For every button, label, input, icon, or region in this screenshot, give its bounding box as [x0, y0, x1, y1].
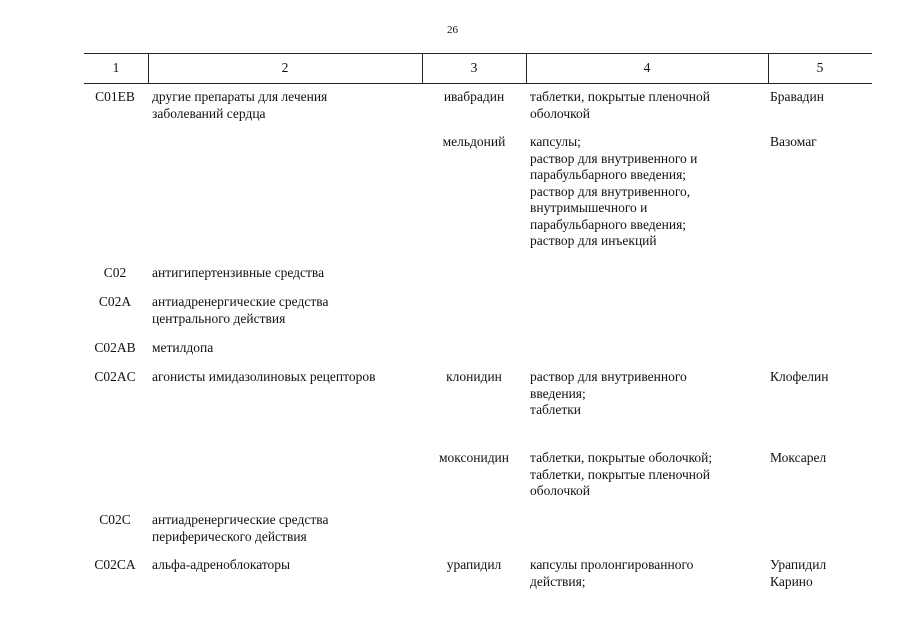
trade-name: Вазомаг	[770, 134, 817, 149]
trade-name: Моксарел	[770, 450, 827, 465]
trade-name: Бравадин	[770, 89, 824, 104]
atc-code: C02	[103, 265, 127, 280]
pharmacological-group: антиадренергические средства периферического действия	[152, 512, 329, 544]
table-header-bottom-border	[84, 83, 872, 84]
pharmacological-group: метилдопа	[152, 340, 214, 355]
trade-name: Урапидил Карино	[770, 557, 827, 589]
dosage-form: капсулы пролонгированного действия;	[530, 557, 694, 589]
atc-code: C02C	[99, 512, 131, 527]
header-col-1: 1	[112, 60, 120, 75]
atc-code: C02CA	[94, 557, 136, 572]
trade-name: Клофелин	[770, 369, 829, 384]
page-number: 26	[447, 24, 458, 36]
header-col-5: 5	[816, 60, 824, 75]
atc-code: C01EB	[95, 89, 135, 104]
dosage-form: раствор для внутривенного введения; таблетки	[530, 369, 687, 417]
header-col-2: 2	[281, 60, 289, 75]
dosage-form: таблетки, покрытые оболочкой; таблетки, покрытые пленочной оболочкой	[530, 450, 713, 498]
header-col-3: 3	[470, 60, 478, 75]
inn-name: ивабрадин	[443, 89, 505, 104]
inn-name: моксонидин	[438, 450, 510, 465]
dosage-form: капсулы; раствор для внутривенного и парабульбарного введения; раствор для внутривенного, внутримышечного и парабульбарного введения; раствор для инъекций	[530, 134, 698, 248]
pharmacological-group: антиадренергические средства центрального действия	[152, 294, 329, 326]
inn-name: мельдоний	[442, 134, 506, 149]
pharmacological-group: антигипертензивные средства	[152, 265, 325, 280]
table-header-top-border	[84, 53, 872, 54]
pharmacological-group: альфа-адреноблокаторы	[152, 557, 291, 572]
pharmacological-group: другие препараты для лечения заболеваний сердца	[152, 89, 328, 121]
inn-name: урапидил	[446, 557, 502, 572]
dosage-form: таблетки, покрытые пленочной оболочкой	[530, 89, 711, 121]
header-col-4: 4	[643, 60, 651, 75]
pharmacological-group: агонисты имидазолиновых рецепторов	[152, 369, 376, 384]
atc-code: C02AC	[94, 369, 136, 384]
inn-name: клонидин	[446, 369, 502, 384]
atc-code: C02AB	[94, 340, 136, 355]
atc-code: C02A	[98, 294, 132, 309]
